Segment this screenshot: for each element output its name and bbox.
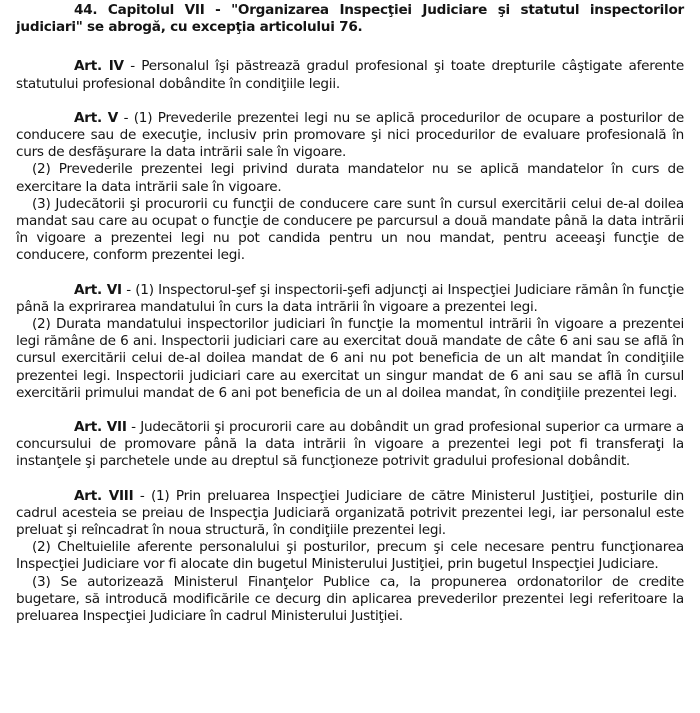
article-vi xyxy=(16,282,684,402)
article-vii xyxy=(16,419,684,471)
article-paragraph xyxy=(16,282,684,316)
article-paragraph xyxy=(16,419,684,471)
intro-paragraph: 44. Capitolul VII - "Organizarea Inspecţiei Judiciare şi statutul inspectorilor judiciari" se abrogă, cu excepţia articolului 76. xyxy=(16,2,684,36)
article-label: Art. V xyxy=(74,109,119,126)
article-label: Art. VI xyxy=(74,281,122,298)
article-subparagraph: (2) Prevederile prezentei legi privind durata mandatelor nu se aplică mandatelor în curs de exercitare la data intrării sale în vigoare. xyxy=(16,161,684,195)
article-paragraph xyxy=(16,488,684,540)
article-subparagraph: (2) Durata mandatului inspectorilor judiciari în funcţie la momentul intrării în vigoare a prezentei legi rămâne de 6 ani. Inspectorii judiciari care au exercitat două mandate de câte 6 ani sau se află în cursul exercitării celui de-al doilea mandat de 6 ani nu pot beneficia de un alt mandat în condiţiile prezentei legi. Inspectorii judiciari care au exercitat un singur mandat de 6 ani sau se află în cursul exercitării primului mandat de 6 ani pot beneficia de un al doilea mandat, în condiţiile prezentei legi. xyxy=(16,316,684,401)
article-label: Art. VII xyxy=(74,419,127,436)
article-subparagraph: (2) Cheltuielile aferente personalului şi posturilor, precum şi cele necesare pentru funcţionarea Inspecţiei Judiciare vor fi alocate din bugetul Ministerului Justiţiei, prin bugetul Inspecţiei Judiciare. xyxy=(16,539,684,573)
article-paragraph xyxy=(16,58,684,92)
article-v xyxy=(16,110,684,265)
article-viii xyxy=(16,488,684,626)
article-text: - (1) Prevederile prezentei legi nu se aplică procedurilor de ocupare a posturilor de conducere sau de execuţie, inclusiv prin promovare şi nici procedurilor de evaluare profesională în curs de desfăşurare la data intrării sale în vigoare. xyxy=(16,109,684,161)
article-label: Art. IV xyxy=(74,58,124,75)
article-text: - Personalul îşi păstrează gradul profesional şi toate drepturile câştigate aferente statutului profesional dobândite în condiţiile legii. xyxy=(16,58,684,92)
article-label: Art. VIII xyxy=(74,487,134,504)
article-subparagraph: (3) Se autorizează Ministerul Finanţelor Publice ca, la propunerea ordonatorilor de credite bugetare, să introducă modificările ce decurg din aplicarea prevederilor prezentei legi referitoare la preluarea Inspecţiei Judiciare în cadrul Ministerului Justiţiei. xyxy=(16,573,684,625)
article-text: - (1) Prin preluarea Inspecţiei Judiciare de către Ministerul Justiţiei, posturile din cadrul acesteia se preiau de Inspecţia Judiciară organizată potrivit prezentei legi, iar personalul este preluat şi reîncadrat în noua structură, în condiţiile prezentei legi. xyxy=(16,487,684,539)
article-iv xyxy=(16,58,684,92)
article-subparagraph: (3) Judecătorii şi procurorii cu funcţii de conducere care sunt în cursul exercitării celui de-al doilea mandat sau care au ocupat o funcţie de conducere pe parcursul a două mandate până la data intrării în vigoare a prezentei legi nu pot candida pentru un nou mandat, pentru aceeaşi funcţie de conducere, conform prezentei legi. xyxy=(16,195,684,264)
article-paragraph xyxy=(16,110,684,162)
article-text: - (1) Inspectorul-şef şi inspectorii-şefi adjuncţi ai Inspecţiei Judiciare rămân în funcţie până la exprirarea mandatului în curs la data intrării în vigoare a prezentei legi. xyxy=(16,281,684,315)
article-text: - Judecătorii şi procurorii care au dobândit un grad profesional superior ca urmare a concursului de promovare până la data intrării în vigoare a prezentei legi pot fi transferaţi la instanţele şi parchetele unde au dreptul să funcţioneze potrivit gradului profesional dobândit. xyxy=(16,419,685,470)
